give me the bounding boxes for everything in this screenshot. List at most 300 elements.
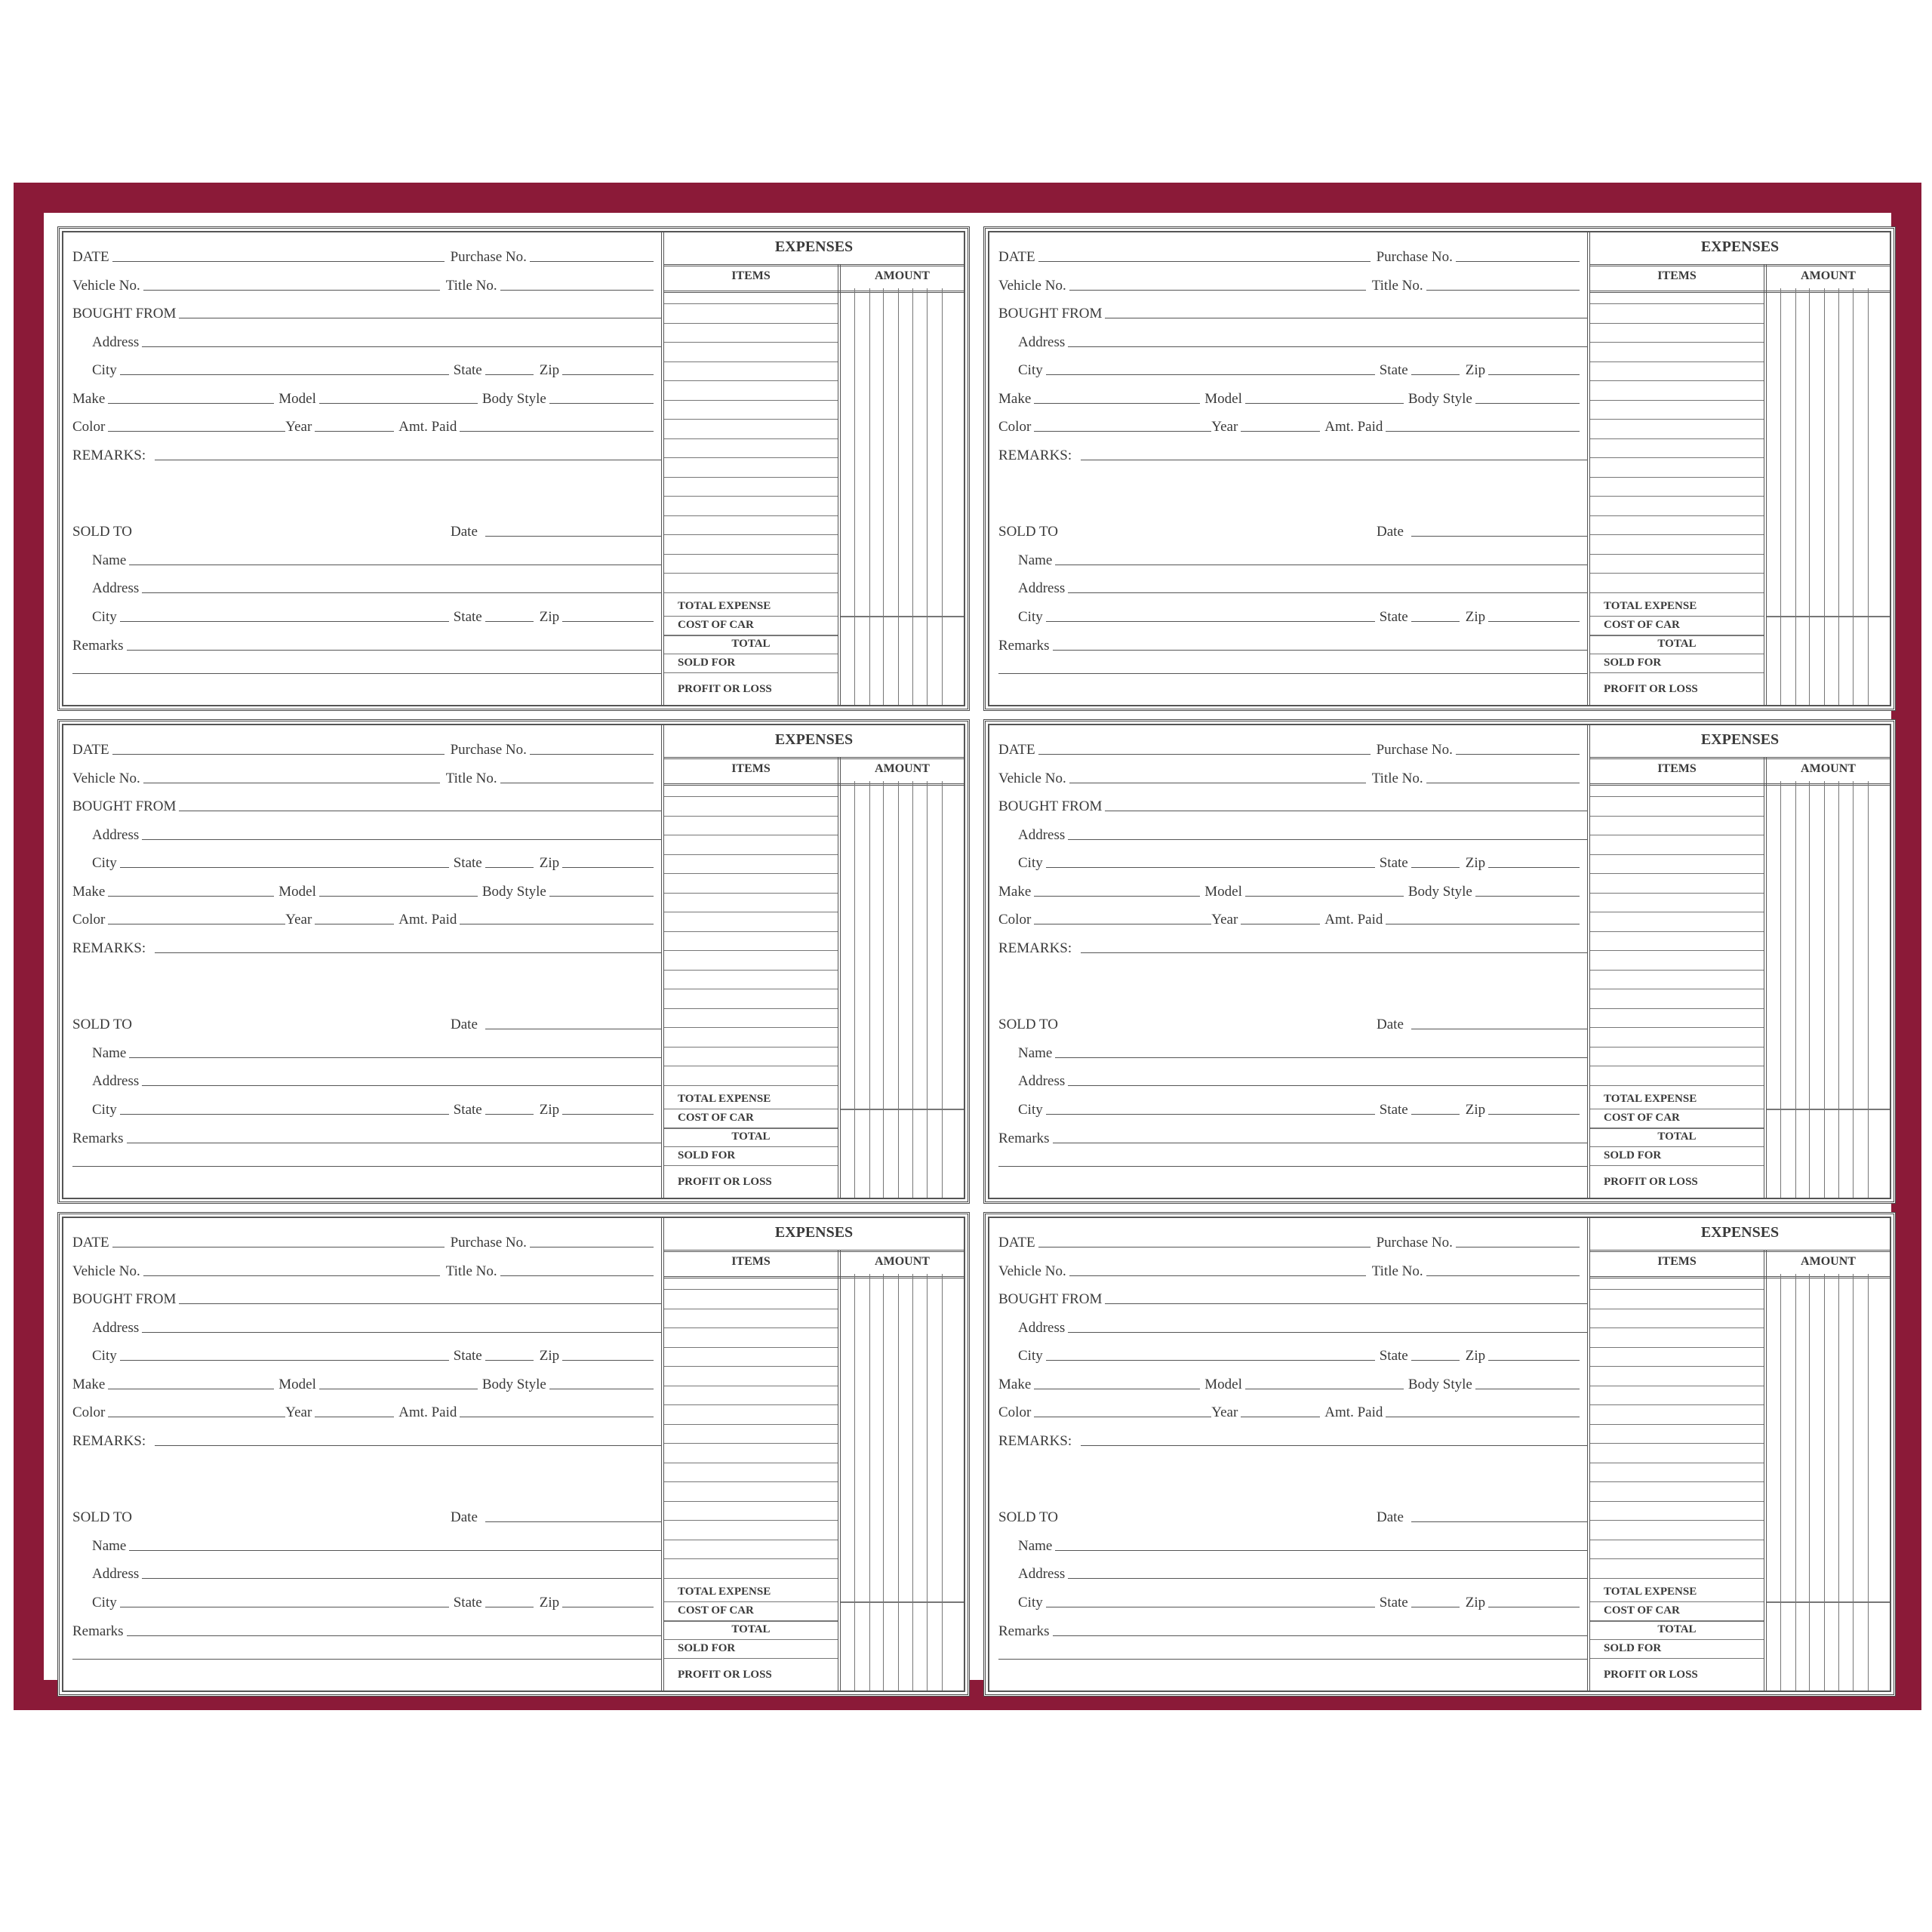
model-field[interactable] [1245,896,1404,897]
remarks-caps-row [72,441,661,464]
buyer-city-row [1018,603,1580,626]
expense-item-line[interactable] [664,1520,838,1521]
buyer-name-field[interactable] [129,1550,661,1551]
expense-item-line[interactable] [1590,970,1764,971]
expense-item-line[interactable] [1590,1578,1764,1579]
sold-for-label: SOLD FOR [1604,1149,1662,1161]
vehicle-no-field[interactable] [143,1275,440,1276]
buyer-zip-field[interactable] [1488,621,1580,622]
expense-item-line[interactable] [1590,496,1764,497]
remarks-caps-row [72,934,661,957]
address-label: Address [1018,1566,1066,1582]
expense-item-line[interactable] [1590,796,1764,797]
expense-item-line[interactable] [664,1558,838,1559]
model-field[interactable] [319,896,478,897]
vehicle-no-field[interactable] [143,290,440,291]
expense-item-line[interactable] [664,361,838,362]
date-row [72,243,654,266]
date-field[interactable] [1038,261,1371,262]
card-border [988,1217,1891,1692]
expense-item-line[interactable] [664,1481,838,1482]
buyer-name-row [92,1039,661,1062]
body-style-field[interactable] [549,896,654,897]
seller-state-field[interactable] [485,867,534,868]
sold-date-field[interactable] [1411,1521,1587,1522]
city-label: City [92,609,117,625]
expense-item-line[interactable] [1590,1085,1764,1086]
seller-address-field[interactable] [142,839,661,840]
remarks-label: Remarks [998,1131,1050,1146]
expense-item-line[interactable] [1590,438,1764,439]
expense-item-line[interactable] [664,496,838,497]
vehicle-no-field[interactable] [1069,1275,1366,1276]
total-label: TOTAL [731,638,771,650]
buyer-address-field[interactable] [142,1578,661,1579]
buyer-address-field[interactable] [1068,1085,1587,1086]
buyer-address-field[interactable] [1068,592,1587,593]
expense-item-line[interactable] [1590,1327,1764,1328]
expense-item-line[interactable] [1590,534,1764,535]
sold-date-field[interactable] [1411,536,1587,537]
address-label: Address [92,1320,140,1336]
totals-line [664,616,838,617]
amount-digit-divider [1853,288,1854,705]
expense-item-line[interactable] [664,816,838,817]
remarks-extra-line[interactable] [72,1659,661,1660]
buyer-city-field[interactable] [1046,1114,1375,1115]
seller-address-field[interactable] [142,346,661,347]
seller-zip-field[interactable] [562,374,654,375]
expense-item-line[interactable] [664,438,838,439]
buyer-name-field[interactable] [1055,1550,1587,1551]
amt-paid-field[interactable] [1386,431,1580,432]
expense-item-line[interactable] [664,457,838,458]
seller-state-field[interactable] [485,374,534,375]
items-header: ITEMS [1657,269,1697,282]
remarks-caps-field[interactable] [1081,1445,1587,1446]
seller-zip-field[interactable] [1488,867,1580,868]
sold-date-label: Date [451,1509,478,1525]
zip-label: Zip [1465,609,1486,625]
zip-label: Zip [539,1348,560,1364]
expense-item-line[interactable] [664,970,838,971]
make-field[interactable] [1034,896,1200,897]
seller-address-field[interactable] [142,1332,661,1333]
buyer-zip-field[interactable] [1488,1114,1580,1115]
expense-item-line[interactable] [1590,816,1764,817]
expense-item-line[interactable] [664,1047,838,1048]
color-field[interactable] [1034,431,1211,432]
amt-paid-label: Amt. Paid [398,1404,457,1420]
expenses-section [1587,725,1890,1198]
expense-item-line[interactable] [664,573,838,574]
expense-item-line[interactable] [664,380,838,381]
seller-zip-field[interactable] [1488,374,1580,375]
amount-header: AMOUNT [1801,762,1856,775]
year-field[interactable] [315,431,394,432]
city-label: City [1018,1348,1043,1364]
expense-item-line[interactable] [664,400,838,401]
expenses-title: EXPENSES [1700,238,1780,255]
model-label: Model [278,391,316,407]
expense-item-line[interactable] [1590,1027,1764,1028]
expense-item-line[interactable] [1590,950,1764,951]
color-label: Color [72,419,106,435]
make-field[interactable] [108,403,274,404]
bought-from-field[interactable] [179,1303,661,1304]
vehicle-record-card [57,1212,970,1697]
expense-item-line[interactable] [1590,1008,1764,1009]
seller-state-field[interactable] [485,1360,534,1361]
sold-to-row [72,1011,661,1033]
buyer-address-row [92,1067,661,1090]
expense-item-line[interactable] [664,1501,838,1502]
year-field[interactable] [1241,431,1320,432]
seller-city-field[interactable] [120,374,449,375]
color-row [72,906,654,928]
city-label: City [92,362,117,378]
record-card-grid [44,213,1891,1680]
items-column [664,232,838,705]
title-no-field[interactable] [1426,1275,1580,1276]
seller-zip-field[interactable] [562,867,654,868]
expense-item-line[interactable] [1590,1404,1764,1405]
expense-item-line[interactable] [664,796,838,797]
title-no-field[interactable] [1426,290,1580,291]
expense-item-line[interactable] [664,893,838,894]
remarks-caps-field[interactable] [155,1445,661,1446]
date-label: DATE [72,249,109,265]
seller-city-field[interactable] [1046,1360,1375,1361]
expense-item-line[interactable] [664,1404,838,1405]
state-label: State [1379,1102,1408,1118]
totals-line [664,1128,838,1129]
date-field[interactable] [112,261,445,262]
sold-date-field[interactable] [485,536,661,537]
model-field[interactable] [319,403,478,404]
title-no-label: Title No. [1371,1263,1423,1279]
city-label: City [1018,855,1043,871]
name-label: Name [1018,1045,1053,1061]
purchase-no-field[interactable] [1456,261,1580,262]
seller-address-field[interactable] [1068,346,1587,347]
expense-item-line[interactable] [664,323,838,324]
sold-to-label: SOLD TO [72,524,133,540]
totals-line [664,1146,838,1147]
expense-item-line[interactable] [1590,419,1764,420]
remarks-caps-label: REMARKS: [998,940,1072,956]
title-no-field[interactable] [500,1275,654,1276]
buyer-address-row [1018,1560,1587,1583]
items-header: ITEMS [1657,762,1697,775]
seller-zip-field[interactable] [562,1360,654,1361]
color-label: Color [998,912,1032,928]
body-style-field[interactable] [549,403,654,404]
buyer-state-field[interactable] [1411,1114,1460,1115]
expense-item-line[interactable] [1590,1047,1764,1048]
expense-item-line[interactable] [1590,554,1764,555]
vehicle-no-row [998,1257,1580,1280]
expense-item-line[interactable] [1590,931,1764,932]
expense-item-line[interactable] [664,1578,838,1579]
seller-state-field[interactable] [1411,374,1460,375]
seller-state-field[interactable] [1411,867,1460,868]
vehicle-no-field[interactable] [1069,290,1366,291]
color-row [72,1398,654,1421]
make-row [72,878,654,900]
amount-column [1764,757,1890,1198]
expense-item-line[interactable] [1590,361,1764,362]
color-field[interactable] [108,431,285,432]
amount-header: AMOUNT [875,1255,930,1268]
address-label: Address [1018,1320,1066,1336]
bought-from-row [998,300,1587,322]
buyer-state-field[interactable] [1411,621,1460,622]
seller-city-field[interactable] [1046,867,1375,868]
buyer-city-field[interactable] [1046,621,1375,622]
buyer-city-field[interactable] [120,621,449,622]
buyer-city-row [1018,1589,1580,1611]
expense-item-line[interactable] [664,1366,838,1367]
city-label: City [1018,609,1043,625]
amt-paid-field[interactable] [460,431,654,432]
cost-of-car-label: COST OF CAR [1604,1112,1680,1124]
expense-item-line[interactable] [1590,1558,1764,1559]
expense-item-line[interactable] [1590,323,1764,324]
expense-item-line[interactable] [1590,303,1764,304]
expense-item-line[interactable] [664,1443,838,1444]
state-label: State [453,1102,482,1118]
purchase-no-field[interactable] [1456,754,1580,755]
expense-item-line[interactable] [1590,1424,1764,1425]
seller-city-field[interactable] [120,1360,449,1361]
amount-digit-divider [869,1274,870,1690]
expense-item-line[interactable] [664,1008,838,1009]
total-expense-label: TOTAL EXPENSE [1604,600,1697,612]
expense-item-line[interactable] [1590,1501,1764,1502]
remarks-caps-row [998,441,1587,464]
bought-from-label: BOUGHT FROM [998,1291,1103,1307]
expense-item-line[interactable] [664,1347,838,1348]
expense-item-line[interactable] [1590,342,1764,343]
remarks-field[interactable] [127,1635,661,1636]
expense-item-line[interactable] [1590,873,1764,874]
expense-item-line[interactable] [664,1027,838,1028]
bought-from-field[interactable] [1105,1303,1587,1304]
remarks-extra-line[interactable] [998,1166,1587,1167]
title-no-label: Title No. [1371,771,1423,786]
remarks-label: Remarks [998,1623,1050,1639]
remarks-extra-line[interactable] [998,673,1587,674]
body-style-field[interactable] [1475,896,1580,897]
make-row [998,878,1580,900]
vehicle-no-label: Vehicle No. [72,278,140,294]
title-no-label: Title No. [1371,278,1423,294]
amount-total-divider [1767,616,1890,617]
amt-paid-label: Amt. Paid [1324,912,1383,928]
seller-address-row [92,821,661,844]
vehicle-info-section [989,1218,1587,1690]
remarks-field[interactable] [127,650,661,651]
buyer-state-field[interactable] [485,621,534,622]
expense-item-line[interactable] [1590,380,1764,381]
make-field[interactable] [1034,403,1200,404]
date-row [998,1229,1580,1251]
expense-item-line[interactable] [664,342,838,343]
expense-item-line[interactable] [664,931,838,932]
expense-item-line[interactable] [1590,1347,1764,1348]
items-header: ITEMS [731,269,771,282]
expense-item-line[interactable] [1590,573,1764,574]
remarks-extra-line[interactable] [72,673,661,674]
expense-item-line[interactable] [1590,1520,1764,1521]
purchase-no-label: Purchase No. [450,249,527,265]
expense-item-line[interactable] [1590,893,1764,894]
model-label: Model [1204,884,1242,900]
remarks-field[interactable] [1053,1635,1587,1636]
totals-line [664,672,838,673]
expense-item-line[interactable] [664,1289,838,1290]
seller-zip-field[interactable] [1488,1360,1580,1361]
zip-label: Zip [1465,1348,1486,1364]
buyer-name-field[interactable] [1055,1057,1587,1058]
seller-address-field[interactable] [1068,1332,1587,1333]
expense-item-line[interactable] [664,303,838,304]
expense-item-line[interactable] [664,950,838,951]
remarks-row [998,1617,1587,1640]
zip-label: Zip [539,1102,560,1118]
totals-line [664,1165,838,1166]
amt-paid-label: Amt. Paid [1324,1404,1383,1420]
name-label: Name [92,1538,127,1554]
expense-item-line[interactable] [664,534,838,535]
items-column [664,1218,838,1690]
buyer-zip-field[interactable] [562,1114,654,1115]
buyer-zip-field[interactable] [562,621,654,622]
remarks-caps-field[interactable] [1081,952,1587,953]
remarks-caps-field[interactable] [155,952,661,953]
remarks-caps-row [72,1427,661,1450]
expense-item-line[interactable] [664,515,838,516]
body-style-field[interactable] [1475,403,1580,404]
expense-item-line[interactable] [1590,1366,1764,1367]
vehicle-record-card [57,226,970,711]
remarks-extra-line[interactable] [72,1166,661,1167]
amount-digit-divider [854,781,855,1198]
expense-item-line[interactable] [664,477,838,478]
remarks-field[interactable] [1053,650,1587,651]
amount-total-divider [1767,1601,1890,1603]
bought-from-label: BOUGHT FROM [72,306,177,321]
expense-item-line[interactable] [664,592,838,593]
year-label: Year [285,1404,312,1420]
sold-to-row [72,1503,661,1526]
bought-from-row [998,792,1587,815]
remarks-extra-line[interactable] [998,1659,1587,1660]
sold-for-label: SOLD FOR [678,1149,736,1161]
expense-item-line[interactable] [664,854,838,855]
remarks-row [72,632,661,654]
amount-digit-divider [1838,781,1839,1198]
amount-digit-divider [854,1274,855,1690]
color-label: Color [72,912,106,928]
make-label: Make [72,391,106,407]
zip-label: Zip [1465,1102,1486,1118]
expense-item-line[interactable] [1590,400,1764,401]
buyer-address-field[interactable] [1068,1578,1587,1579]
buyer-address-field[interactable] [142,592,661,593]
purchase-no-label: Purchase No. [1376,1235,1453,1251]
make-label: Make [998,391,1032,407]
make-field[interactable] [108,896,274,897]
date-field[interactable] [112,754,445,755]
amount-digit-divider [898,781,899,1198]
title-no-label: Title No. [445,1263,497,1279]
date-field[interactable] [1038,754,1371,755]
expense-item-line[interactable] [1590,1443,1764,1444]
expense-item-line[interactable] [664,419,838,420]
amount-digit-divider [1780,781,1781,1198]
date-label: DATE [998,1235,1035,1251]
seller-city-field[interactable] [1046,374,1375,375]
make-label: Make [998,1377,1032,1392]
bought-from-row [72,1285,661,1308]
state-label: State [1379,362,1408,378]
expense-item-line[interactable] [1590,854,1764,855]
remarks-label: Remarks [72,638,124,654]
title-no-field[interactable] [500,290,654,291]
model-field[interactable] [1245,403,1404,404]
seller-city-field[interactable] [120,867,449,868]
expense-item-line[interactable] [664,554,838,555]
remarks-caps-label: REMARKS: [72,940,146,956]
buyer-city-field[interactable] [120,1114,449,1115]
expense-item-line[interactable] [664,873,838,874]
card-border [988,231,1891,706]
seller-address-field[interactable] [1068,839,1587,840]
expense-item-line[interactable] [1590,457,1764,458]
buyer-state-field[interactable] [485,1114,534,1115]
expense-item-line[interactable] [664,1085,838,1086]
expense-item-line[interactable] [1590,592,1764,593]
sold-date-field[interactable] [485,1521,661,1522]
expense-item-line[interactable] [1590,515,1764,516]
cost-of-car-label: COST OF CAR [678,619,754,631]
bought-from-row [998,1285,1587,1308]
buyer-address-field[interactable] [142,1085,661,1086]
year-label: Year [285,912,312,928]
expense-item-line[interactable] [1590,1289,1764,1290]
amount-digit-divider [942,781,943,1198]
expense-item-line[interactable] [664,1424,838,1425]
expense-item-line[interactable] [1590,477,1764,478]
purchase-no-field[interactable] [530,754,654,755]
expense-item-line[interactable] [664,1327,838,1328]
seller-address-row [92,1314,661,1337]
profit-or-loss-label: PROFIT OR LOSS [678,683,772,695]
address-label: Address [1018,827,1066,843]
profit-or-loss-label: PROFIT OR LOSS [678,1669,772,1681]
amount-digit-divider [912,288,913,705]
items-header: ITEMS [731,1255,771,1268]
date-label: DATE [72,1235,109,1251]
purchase-no-field[interactable] [530,261,654,262]
expense-item-line[interactable] [1590,1481,1764,1482]
seller-state-field[interactable] [1411,1360,1460,1361]
buyer-name-field[interactable] [129,1057,661,1058]
amount-column [1764,1250,1890,1690]
city-label: City [1018,1102,1043,1118]
